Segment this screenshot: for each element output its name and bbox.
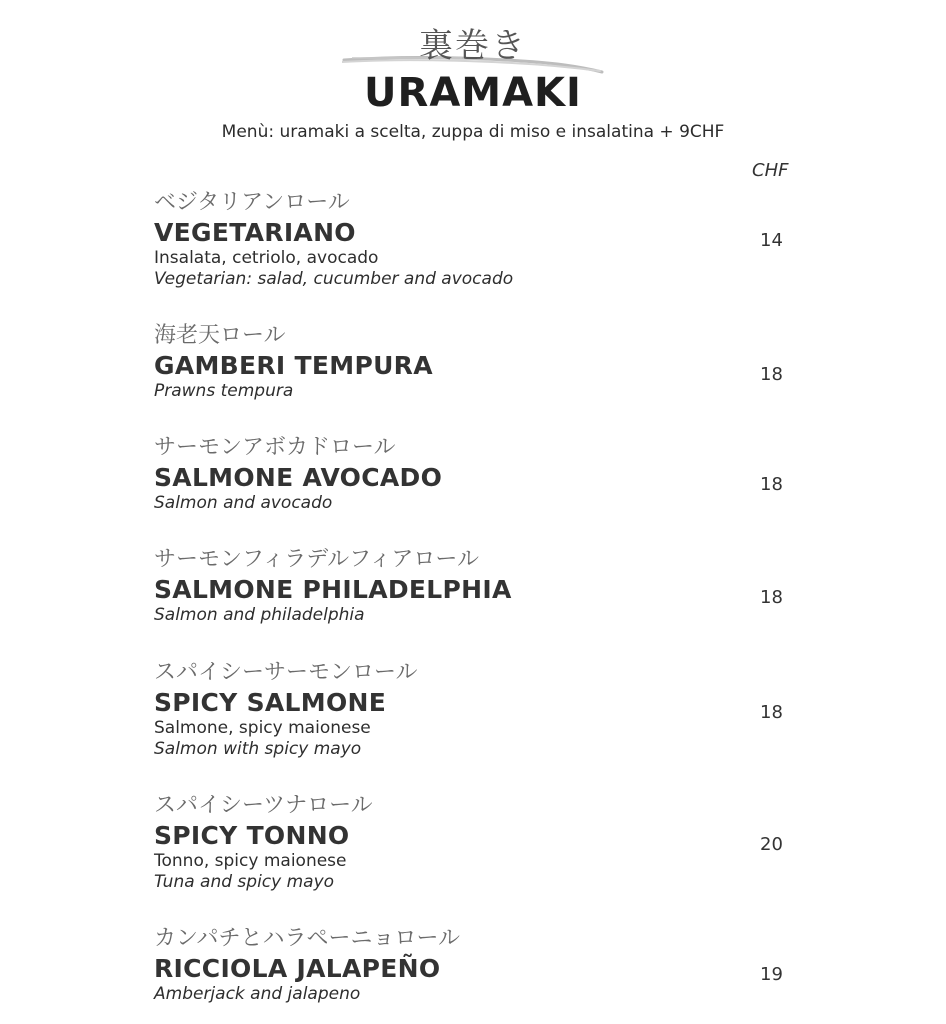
item-name: SALMONE AVOCADO — [154, 463, 443, 492]
menu-item — [154, 924, 814, 1005]
item-name: SALMONE PHILADELPHIA — [154, 575, 512, 604]
japanese-title: 裏巻き — [419, 26, 527, 66]
menu-item — [154, 545, 814, 626]
item-description: Prawns tempura — [154, 381, 294, 401]
item-japanese-name: サーモンフィラデルフィアロール — [154, 547, 479, 572]
item-description: Tuna and spicy mayo — [154, 872, 335, 892]
item-japanese-name: カンパチとハラペーニョロール — [154, 926, 461, 951]
item-name: SPICY SALMONE — [154, 688, 387, 717]
item-ingredients: Tonno, spicy maionese — [154, 851, 347, 871]
item-description: Salmon with spicy mayo — [154, 739, 362, 759]
item-name: VEGETARIANO — [154, 218, 356, 247]
menu-item — [154, 188, 814, 290]
item-price: 14 — [760, 230, 783, 251]
item-description: Salmon and philadelphia — [154, 605, 365, 625]
item-price: 19 — [760, 964, 783, 985]
item-japanese-name: スパイシーツナロール — [154, 793, 373, 818]
item-description: Amberjack and jalapeno — [154, 984, 361, 1004]
menu-item — [154, 658, 814, 760]
menu-offer-subtitle: Menù: uramaki a scelta, zuppa di miso e insalatina + 9CHF — [221, 122, 725, 142]
item-japanese-name: 海老天ロール — [154, 323, 286, 348]
item-ingredients: Insalata, cetriolo, avocado — [154, 248, 379, 268]
menu-item — [154, 433, 814, 514]
menu-item — [154, 321, 814, 402]
page-title: URAMAKI — [364, 70, 582, 116]
item-japanese-name: ベジタリアンロール — [154, 190, 350, 215]
menu-header — [0, 0, 946, 160]
item-name: RICCIOLA JALAPEÑO — [154, 954, 441, 983]
item-price: 18 — [760, 702, 783, 723]
item-price: 18 — [760, 474, 783, 495]
item-name: GAMBERI TEMPURA — [154, 351, 433, 380]
item-description: Vegetarian: salad, cucumber and avocado — [154, 269, 514, 289]
item-price: 18 — [760, 587, 783, 608]
item-description: Salmon and avocado — [154, 493, 333, 513]
item-price: 20 — [760, 834, 783, 855]
currency-label: CHF — [752, 160, 789, 181]
menu-item — [154, 791, 814, 893]
item-price: 18 — [760, 364, 783, 385]
item-name: SPICY TONNO — [154, 821, 350, 850]
item-ingredients: Salmone, spicy maionese — [154, 718, 371, 738]
item-japanese-name: スパイシーサーモンロール — [154, 660, 418, 685]
item-japanese-name: サーモンアボカドロール — [154, 435, 396, 460]
